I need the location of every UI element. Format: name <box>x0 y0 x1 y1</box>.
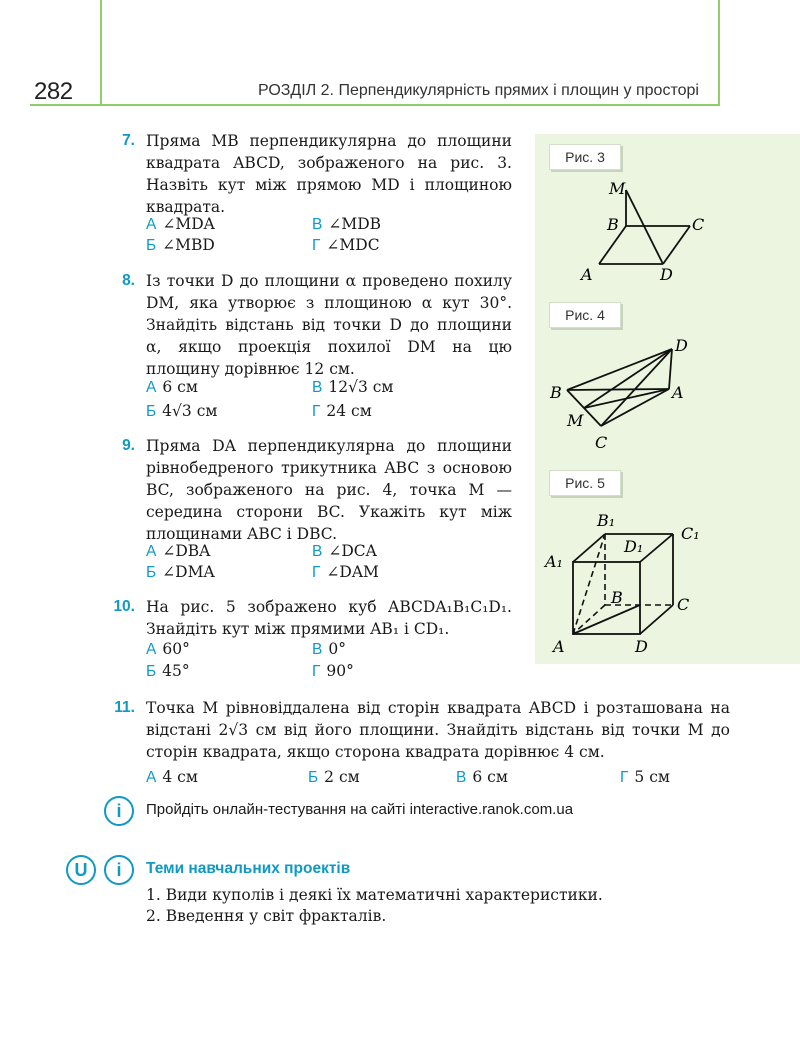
fig3-point-a: A <box>581 265 593 284</box>
fig5-point-b1: B₁ <box>597 511 616 530</box>
question-7-option-a[interactable]: А ∠MDA <box>146 215 215 233</box>
fig5-point-d1: D₁ <box>624 537 644 556</box>
question-9-text: Пряма DA перпендикулярна до площини рівнобедреного трикутника ABC з основою BC, зображеного на рис. 4, точка M — середина сторони BC. Укажіть кут між площинами ABC і DBC. <box>146 437 512 543</box>
header-border-right <box>718 0 720 106</box>
figure-4-drawing <box>535 292 800 460</box>
fig3-point-b: B <box>607 215 619 234</box>
question-8-text: Із точки D до площини α проведено похилу DM, яка утворює з площиною α кут 30°. Знайдіть відстань від точки D до площини α, якщо проекція похилої DM на цю площину дорівнює 12 см. <box>146 272 512 378</box>
question-8-number: 8. <box>122 272 135 289</box>
online-testing-text[interactable]: Пройдіть онлайн-тестування на сайті interactive.ranok.com.ua <box>146 801 574 818</box>
question-10-option-a[interactable]: А 60° <box>146 640 190 658</box>
question-7-option-v[interactable]: В ∠MDB <box>312 215 382 233</box>
question-11-option-a[interactable]: А 4 см <box>146 768 198 786</box>
project-item-2: 2. Введення у світ фракталів. <box>146 907 387 925</box>
question-9-option-v[interactable]: В ∠DCA <box>312 542 377 560</box>
fig5-point-a: A <box>553 637 565 656</box>
fig5-point-a1: A₁ <box>545 552 563 571</box>
fig4-point-d: D <box>675 336 688 355</box>
question-11-text: Точка M рівновіддалена від сторін квадрата ABCD і розташована на відстані 2√3 см від його площини. Знайдіть відстань від точки M до сторін квадрата, якщо сторона квадрата дорівнює 4 см. <box>146 699 730 761</box>
fig5-point-d: D <box>635 637 648 656</box>
figure-5-drawing <box>535 460 800 664</box>
question-11-option-b[interactable]: Б 2 см <box>308 768 360 786</box>
figure-5-panel <box>535 460 800 664</box>
question-10-number: 10. <box>113 598 135 615</box>
fig5-point-c: C <box>677 595 690 614</box>
fig4-point-m: M <box>567 411 584 430</box>
figure-3-drawing <box>535 134 800 292</box>
fig3-point-d: D <box>660 265 673 284</box>
header-divider-vertical <box>100 0 102 104</box>
question-7-text: Пряма MB перпендикулярна до площини квадрата ABCD, зображеного на рис. 3. Назвіть кут між прямою MD і площиною квадрата. <box>146 132 512 216</box>
question-8-option-v[interactable]: В 12√3 см <box>312 378 394 396</box>
question-11-option-g[interactable]: Г 5 см <box>620 768 670 786</box>
page-number: 282 <box>34 78 73 105</box>
question-7-number: 7. <box>122 132 135 149</box>
question-9-number: 9. <box>122 437 135 454</box>
projects-title: Теми навчальних проектів <box>146 860 351 877</box>
info-icon: i <box>104 796 134 826</box>
u-icon: U <box>66 855 96 885</box>
question-9-option-g[interactable]: Г ∠DAM <box>312 563 379 581</box>
fig3-point-m: M <box>609 179 626 198</box>
question-11-number: 11. <box>114 699 135 716</box>
question-9-option-a[interactable]: А ∠DBA <box>146 542 211 560</box>
figure-3-panel <box>535 134 800 292</box>
question-10-option-v[interactable]: В 0° <box>312 640 346 658</box>
figure-5-label: Рис. 5 <box>549 470 621 496</box>
question-10-option-g[interactable]: Г 90° <box>312 662 354 680</box>
question-8-option-b[interactable]: Б 4√3 см <box>146 402 218 420</box>
question-11-option-v[interactable]: В 6 см <box>456 768 508 786</box>
question-10-text: На рис. 5 зображено куб ABCDA₁B₁C₁D₁. Знайдіть кут між прямими AB₁ і CD₁. <box>146 598 512 638</box>
question-7-option-g[interactable]: Г ∠MDC <box>312 236 380 254</box>
figure-4-panel <box>535 292 800 460</box>
figure-4-label: Рис. 4 <box>549 302 621 328</box>
question-7-option-b[interactable]: Б ∠MBD <box>146 236 215 254</box>
chapter-title: РОЗДІЛ 2. Перпендикулярність прямих і площин у просторі <box>258 82 699 99</box>
question-8-option-a[interactable]: А 6 см <box>146 378 198 396</box>
question-10-option-b[interactable]: Б 45° <box>146 662 190 680</box>
info-icon-projects: i <box>104 855 134 885</box>
fig4-point-c: C <box>595 433 608 452</box>
question-8-option-g[interactable]: Г 24 см <box>312 402 372 420</box>
fig3-point-c: C <box>692 215 705 234</box>
figure-3-label: Рис. 3 <box>549 144 621 170</box>
fig4-point-a: A <box>672 383 684 402</box>
header-underline <box>30 104 720 106</box>
fig4-point-b: B <box>550 383 562 402</box>
question-9-option-b[interactable]: Б ∠DMA <box>146 563 215 581</box>
fig5-point-b: B <box>611 588 623 607</box>
fig5-point-c1: C₁ <box>681 524 700 543</box>
project-item-1: 1. Види куполів і деякі їх математичні характеристики. <box>146 886 603 904</box>
